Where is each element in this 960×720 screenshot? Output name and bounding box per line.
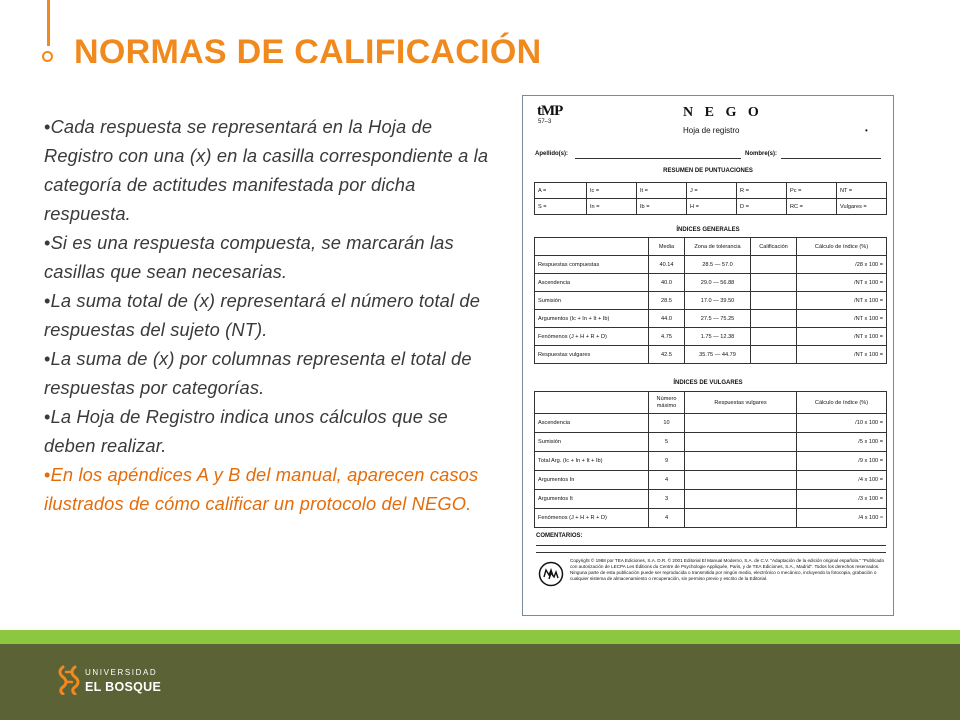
table-cell bbox=[751, 346, 797, 364]
footer-accent-bar bbox=[0, 630, 960, 644]
table-cell: Vulgares = bbox=[837, 199, 887, 215]
table-cell: /5 x 100 = bbox=[797, 433, 887, 452]
table-cell: /4 x 100 = bbox=[797, 471, 887, 490]
bullet-marker: • bbox=[44, 406, 51, 427]
decorative-accent-line bbox=[47, 0, 50, 46]
resumen-table bbox=[534, 182, 887, 215]
university-logo-icon bbox=[57, 665, 83, 695]
table-cell: 28.5 bbox=[649, 292, 685, 310]
table-row bbox=[535, 199, 887, 215]
table-header-cell: Zona de tolerancia bbox=[685, 238, 751, 256]
comentarios-line bbox=[536, 552, 886, 553]
table-row bbox=[535, 414, 887, 433]
bullet-text: Cada respuesta se representará en la Hoja de Registro con una (x) en la casilla correspondiente a la categoría de actitudes manifestada por dicha respuesta. bbox=[44, 116, 489, 224]
table-row bbox=[535, 490, 887, 509]
table-cell: 1.75 — 12.38 bbox=[685, 328, 751, 346]
resumen-title: RESUMEN DE PUNTUACIONES bbox=[663, 168, 753, 174]
table-cell: /28 x 100 = bbox=[797, 256, 887, 274]
form-title: N E G O bbox=[683, 105, 763, 120]
table-cell: Sumisión bbox=[535, 433, 649, 452]
table-cell: Ic = bbox=[587, 183, 637, 199]
table-cell bbox=[685, 490, 797, 509]
table-cell: 4.75 bbox=[649, 328, 685, 346]
table-cell: J = bbox=[687, 183, 737, 199]
table-cell bbox=[685, 471, 797, 490]
table-cell: Fenómenos (J + H + R + D) bbox=[535, 509, 649, 528]
bullet-list bbox=[44, 112, 496, 518]
table-cell: H = bbox=[687, 199, 737, 215]
table-cell: Argumentos It bbox=[535, 490, 649, 509]
table-header-cell: Calificación bbox=[751, 238, 797, 256]
logo-text-name: EL BOSQUE bbox=[85, 680, 162, 694]
table-cell: Argumentos In bbox=[535, 471, 649, 490]
generales-title: ÍNDICES GENERALES bbox=[676, 227, 740, 233]
generales-table bbox=[534, 237, 887, 364]
table-cell: 3 bbox=[649, 490, 685, 509]
table-cell: 40.0 bbox=[649, 274, 685, 292]
nombres-line bbox=[781, 158, 881, 159]
decorative-accent-dot bbox=[42, 51, 53, 62]
table-header-cell bbox=[535, 392, 649, 414]
table-header-cell bbox=[535, 238, 649, 256]
table-cell: Sumisión bbox=[535, 292, 649, 310]
table-row bbox=[535, 328, 887, 346]
table-header-cell: Respuestas vulgares bbox=[685, 392, 797, 414]
table-row bbox=[535, 471, 887, 490]
comentarios-line bbox=[536, 545, 886, 546]
table-cell: In = bbox=[587, 199, 637, 215]
apellidos-label: Apellido(s): bbox=[535, 151, 568, 157]
table-cell bbox=[751, 310, 797, 328]
table-cell: /9 x 100 = bbox=[797, 452, 887, 471]
table-cell: 28.5 — 57.0 bbox=[685, 256, 751, 274]
table-cell: Total Arg. (Ic + In + It + Ib) bbox=[535, 452, 649, 471]
table-cell bbox=[751, 328, 797, 346]
bullet-item bbox=[44, 112, 496, 228]
nego-record-sheet-image bbox=[522, 95, 894, 616]
table-cell: 5 bbox=[649, 433, 685, 452]
table-cell: 35.75 — 44.79 bbox=[685, 346, 751, 364]
form-subtitle: Hoja de registro bbox=[683, 126, 740, 135]
bullet-item-highlighted bbox=[44, 460, 496, 518]
table-cell: Pc = bbox=[787, 183, 837, 199]
nombres-label: Nombre(s): bbox=[745, 151, 778, 157]
vulgares-table bbox=[534, 391, 887, 528]
comentarios-label: COMENTARIOS: bbox=[536, 533, 583, 539]
table-cell: A = bbox=[535, 183, 587, 199]
table-header-row bbox=[535, 392, 887, 414]
table-cell bbox=[685, 509, 797, 528]
bullet-marker: • bbox=[44, 464, 51, 485]
table-cell: S = bbox=[535, 199, 587, 215]
vulgares-title: ÍNDICES DE VULGARES bbox=[673, 380, 743, 386]
table-cell bbox=[685, 433, 797, 452]
table-row bbox=[535, 310, 887, 328]
table-row bbox=[535, 292, 887, 310]
publisher-logo: tMP bbox=[537, 103, 563, 119]
table-row bbox=[535, 346, 887, 364]
table-row bbox=[535, 274, 887, 292]
form-mark: • bbox=[865, 126, 868, 135]
bullet-marker: • bbox=[44, 348, 51, 369]
bullet-text: La suma de (x) por columnas representa el total de respuestas por categorías. bbox=[44, 348, 472, 398]
bullet-text: La suma total de (x) representará el número total de respuestas del sujeto (NT). bbox=[44, 290, 481, 340]
table-header-cell: Número máximo bbox=[649, 392, 685, 414]
table-cell: 17.0 — 39.50 bbox=[685, 292, 751, 310]
table-cell: 44.0 bbox=[649, 310, 685, 328]
table-cell: Ascendencia bbox=[535, 274, 649, 292]
table-cell: /10 x 100 = bbox=[797, 414, 887, 433]
table-cell: Ib = bbox=[637, 199, 687, 215]
table-cell bbox=[685, 452, 797, 471]
table-cell: R = bbox=[737, 183, 787, 199]
table-row bbox=[535, 509, 887, 528]
bullet-text: En los apéndices A y B del manual, aparecen casos ilustrados de cómo calificar un protocolo del NEGO. bbox=[44, 464, 479, 514]
table-cell: Ascendencia bbox=[535, 414, 649, 433]
table-cell: /NT x 100 = bbox=[797, 328, 887, 346]
table-cell: Argumentos (Ic + In + It + Ib) bbox=[535, 310, 649, 328]
table-row bbox=[535, 433, 887, 452]
copyright-text: Copyright © 1988 por TEA Ediciones, S.A. D.R. © 2001 Editorial El Manual Moderno, S.A. de C.V. "Adaptación de la edición original española." "Publicado con autorización de LECPA Les Éditions du Centre de Psychologie Appliquée, Paris, y de TEA Ediciones, S.A., Madrid". Todos los derechos reservados. Ninguna parte de esta publicación puede ser reproducida o transmitida por ningún medio, electrónico o mecánico, incluyendo la fotocopia, grabación o cualquier sistema de almacenamiento o recuperación, sin permiso previo y escrito de la Editorial. bbox=[570, 558, 885, 581]
table-cell bbox=[751, 274, 797, 292]
table-cell: 4 bbox=[649, 509, 685, 528]
table-cell bbox=[751, 256, 797, 274]
table-cell: 9 bbox=[649, 452, 685, 471]
bullet-item bbox=[44, 402, 496, 460]
table-cell: RC = bbox=[787, 199, 837, 215]
table-row bbox=[535, 452, 887, 471]
manual-moderno-logo-icon bbox=[538, 561, 564, 587]
form-code: 57–3 bbox=[538, 119, 552, 125]
table-header-row bbox=[535, 238, 887, 256]
bullet-text: Si es una respuesta compuesta, se marcarán las casillas que sean necesarias. bbox=[44, 232, 454, 282]
bullet-item bbox=[44, 286, 496, 344]
table-cell: /NT x 100 = bbox=[797, 346, 887, 364]
table-cell: /4 x 100 ≈ bbox=[797, 509, 887, 528]
logo-text-universidad: UNIVERSIDAD bbox=[85, 668, 158, 677]
table-cell: NT = bbox=[837, 183, 887, 199]
table-cell: 10 bbox=[649, 414, 685, 433]
bullet-text: La Hoja de Registro indica unos cálculos que se deben realizar. bbox=[44, 406, 448, 456]
table-cell: Respuestas vulgares bbox=[535, 346, 649, 364]
table-header-cell: Media bbox=[649, 238, 685, 256]
table-cell: 4 bbox=[649, 471, 685, 490]
table-cell: /NT x 100 = bbox=[797, 274, 887, 292]
table-header-cell: Cálculo de índice (%) bbox=[797, 392, 887, 414]
table-cell: 40.14 bbox=[649, 256, 685, 274]
table-cell: /NT x 100 = bbox=[797, 292, 887, 310]
bullet-marker: • bbox=[44, 232, 51, 253]
table-cell: It = bbox=[637, 183, 687, 199]
table-cell: 27.5 — 75.25 bbox=[685, 310, 751, 328]
table-cell: 29.0 — 56.88 bbox=[685, 274, 751, 292]
table-cell: Respuestas compuestas bbox=[535, 256, 649, 274]
slide-title: NORMAS DE CALIFICACIÓN bbox=[74, 33, 542, 71]
bullet-item bbox=[44, 228, 496, 286]
table-row bbox=[535, 183, 887, 199]
table-cell: /NT x 100 = bbox=[797, 310, 887, 328]
bullet-item bbox=[44, 344, 496, 402]
table-cell bbox=[751, 292, 797, 310]
table-header-cell: Cálculo de índice (%) bbox=[797, 238, 887, 256]
apellidos-line bbox=[575, 158, 741, 159]
table-cell bbox=[685, 414, 797, 433]
table-cell: 42.5 bbox=[649, 346, 685, 364]
table-row bbox=[535, 256, 887, 274]
table-cell: D = bbox=[737, 199, 787, 215]
table-cell: Fenómenos (J + H + R + D) bbox=[535, 328, 649, 346]
table-cell: /3 x 100 = bbox=[797, 490, 887, 509]
bullet-marker: • bbox=[44, 290, 51, 311]
bullet-marker: • bbox=[44, 116, 51, 137]
